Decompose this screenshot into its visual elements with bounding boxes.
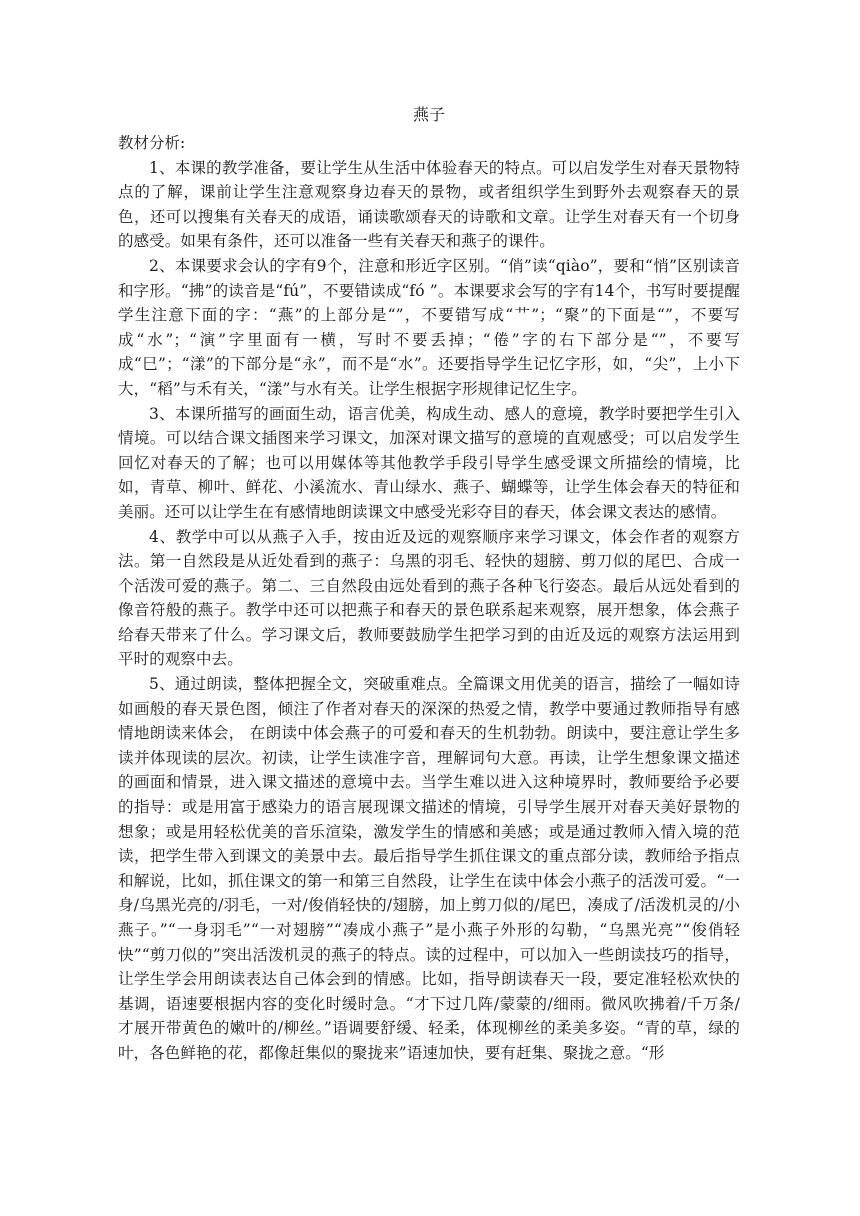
document-title: 燕子	[412, 105, 445, 124]
paragraph-5: 5、通过朗读，整体把握全文，突破重难点。全篇课文用优美的语言，描绘了一幅如诗如画般的春天景色图，倾注了作者对春天的深深的热爱之情，教学中要通过教师指导有感情地朗读来体会， 在朗读中体会燕子的可爱和春天的生机勃勃。朗读中，要注意让学生多读并体现读的层次。初读，让学生读准字音，理解词句大意。再读，让学生想象课文描述的画面和情景，进入课文描述的意境中去。当学生难以进入这种境界时，教师要给予必要的指导：或是用富于感染力的语言展现课文描述的情境，引导学生展开对春天美好景物的想象；或是用轻松优美的音乐渲染，激发学生的情感和美感；或是通过教师入情入境的范读，把学生带入到课文的美景中去。最后指导学生抓住课文的重点部分读，教师给予指点和解说，比如，抓住课文的第一和第三自然段，让学生在读中体会小燕子的活泼可爱。“一身/乌黑光亮的/羽毛，一对/俊俏轻快的/翅膀，加上剪刀似的/尾巴，凑成了/活泼机灵的/小燕子。”“一身羽毛”“一对翅膀”“凑成小燕子”是小燕子外形的勾勒，“乌黑光亮”“俊俏轻快”“剪刀似的”突出活泼机灵的燕子的特点。读的过程中，可以加入一些朗读技巧的指导，让学生学会用朗读表达自己体会到的情感。比如，指导朗读春天一段，要定准轻松欢快的基调，语速要根据内容的变化时缓时急。“才下过几阵/蒙蒙的/细雨。微风吹拂着/千万条/才展开带黄色的嫩叶的/柳丝。”语调要舒缓、轻柔，体现柳丝的柔美多姿。“青的草，绿的叶，各色鲜艳的花，都像赶集似的聚拢来”语速加快，要有赶集、聚拢之意。“形	[118, 675, 740, 1062]
paragraph-1: 1、本课的教学准备，要让学生从生活中体验春天的特点。可以启发学生对春天景物特点的了解，课前让学生注意观察身边春天的景物，或者组织学生到野外去观察春天的景色，还可以搜集有关春天的成语，诵读歌颂春天的诗歌和文章。让学生对春天有一个切身的感受。如果有条件，还可以准备一些有关春天和燕子的课件。	[118, 158, 740, 251]
paragraph-4: 4、教学中可以从燕子入手，按由近及远的观察顺序来学习课文，体会作者的观察方法。第一自然段是从近处看到的燕子：乌黑的羽毛、轻快的翅膀、剪刀似的尾巴、合成一个活泼可爱的燕子。第二、三自然段由远处看到的燕子各种飞行姿态。最后从远处看到的像音符般的燕子。教学中还可以把燕子和春天的景色联系起来观察，展开想象，体会燕子给春天带来了什么。学习课文后，教师要鼓励学生把学习到的由近及远的观察方法运用到平时的观察中去。	[118, 527, 740, 669]
paragraph-3: 3、本课所描写的画面生动，语言优美，构成生动、感人的意境，教学时要把学生引入情境。可以结合课文插图来学习课文，加深对课文描写的意境的直观感受；可以启发学生回忆对春天的了解；也可以用媒体等其他教学手段引导学生感受课文所描绘的情境，比如，青草、柳叶、鲜花、小溪流水、青山绿水、燕子、蝴蝶等，让学生体会春天的特征和美丽。还可以让学生在有感情地朗读课文中感受光彩夺目的春天，体会课文表达的感情。	[118, 404, 740, 521]
section-label: 教材分析:	[118, 134, 186, 152]
paragraph-2: 2、本课要求会认的字有9个，注意和形近字区别。“俏”读“qiào”，要和“悄”区别读音和字形。“拂”的读音是“fú”，不要错读成“fó ”。本课要求会写的字有14个，书写时要提醒学生注意下面的字：“燕”的上部分是“”，不要错写成“艹”；“聚”的下面是“”，不要写成“水”；“演”字里面有一横，写时不要丢掉；“倦”字的右下部分是“”，不要写成“巳”；“漾”的下部分是“永”，而不是“水”。还要指导学生记忆字形，如，“尖”，上小下大，“稻”与禾有关，“漾”与水有关。让学生根据字形规律记忆生字。	[118, 256, 740, 398]
